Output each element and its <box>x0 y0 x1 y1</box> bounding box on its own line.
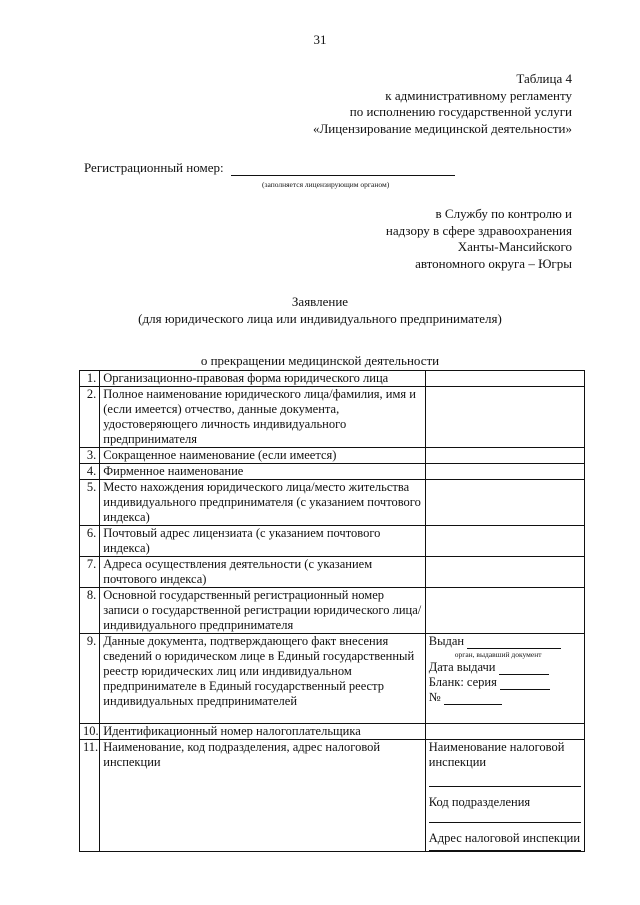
issued-by-field[interactable] <box>429 634 581 649</box>
row-number: 2. <box>80 387 100 448</box>
table-row <box>80 464 585 480</box>
issue-date-field[interactable] <box>429 660 581 675</box>
row-number: 10. <box>80 724 100 740</box>
issued-by-label: Выдан <box>428 634 465 648</box>
table-row <box>80 588 585 634</box>
row-value-cell[interactable] <box>425 557 584 588</box>
row-number: 4. <box>80 464 100 480</box>
document-subject: о прекращении медицинской деятельности <box>200 353 440 368</box>
addressee-line: Ханты-Мансийского <box>457 239 572 254</box>
table-reference-header <box>313 71 572 137</box>
title-subtitle: (для юридического лица или индивидуального предпринимателя) <box>138 310 502 326</box>
tax-office-code-label: Код подразделения <box>428 795 531 809</box>
row-label: Наименование, код подразделения, адрес налоговой инспекции <box>100 740 426 852</box>
header-line: по исполнению государственной услуги <box>349 104 572 119</box>
header-line: к административному регламенту <box>385 87 572 103</box>
issuer-note: орган, выдавший документ <box>454 650 542 659</box>
addressee-line: в Службу по контролю и <box>435 206 572 221</box>
row-number: 7. <box>80 557 100 588</box>
application-form-table <box>79 370 585 852</box>
row-label: Полное наименование юридического лица/фамилия, имя и (если имеется) отчество, данные документа, удостоверяющего личность индивидуального предпринимателя <box>100 387 426 448</box>
tax-office-name-field[interactable] <box>429 740 581 787</box>
table-row <box>80 480 585 526</box>
row-value-cell[interactable] <box>425 588 584 634</box>
row-label: Организационно-правовая форма юридического лица <box>100 371 426 387</box>
table-row <box>80 371 585 387</box>
blank-series-field[interactable] <box>429 675 581 690</box>
registration-number-label: Регистрационный номер: <box>84 160 224 175</box>
row-number: 11. <box>80 740 100 852</box>
row-value-cell[interactable] <box>425 371 584 387</box>
document-number-label: № <box>428 690 441 704</box>
row-value-cell[interactable] <box>425 448 584 464</box>
row-number: 1. <box>80 371 100 387</box>
row-label: Данные документа, подтверждающего факт внесения сведений о юридическом лице в Единый государственный реестр юридических лиц или индивидуальном предпринимателе в Единый государственный реестр индивидуальных предпринимателей <box>100 634 426 724</box>
table-row <box>80 634 585 724</box>
row-value-cell[interactable] <box>425 480 584 526</box>
table-row <box>80 724 585 740</box>
table-row <box>80 557 585 588</box>
row-label: Почтовый адрес лицензиата (с указанием почтового индекса) <box>100 526 426 557</box>
title-heading: Заявление <box>291 294 349 309</box>
table-row <box>80 448 585 464</box>
tax-office-code-field[interactable] <box>429 787 581 823</box>
registration-number-field <box>231 161 455 176</box>
registration-note: (заполняется лицензирующим органом) <box>262 180 390 189</box>
row-value-cell <box>425 740 584 852</box>
row-label: Основной государственный регистрационный номер записи о государственной регистрации юридического лица/индивидуального предпринимателя <box>100 588 426 634</box>
table-row <box>80 526 585 557</box>
row-value-cell[interactable] <box>425 387 584 448</box>
page-number: 31 <box>313 32 327 47</box>
table-row <box>80 387 585 448</box>
document-title <box>0 294 640 327</box>
row-label: Идентификационный номер налогоплательщика <box>100 724 426 740</box>
registration-number-row <box>84 160 455 176</box>
tax-office-name-label: Наименование налоговой инспекции <box>428 740 565 769</box>
addressee-line: надзору в сфере здравоохранения <box>385 222 572 238</box>
row-number: 5. <box>80 480 100 526</box>
row-number: 9. <box>80 634 100 724</box>
row-label: Место нахождения юридического лица/место жительства индивидуального предпринимателя (с указанием почтового индекса) <box>100 480 426 526</box>
row-value-cell[interactable] <box>425 526 584 557</box>
row-value-cell[interactable] <box>425 724 584 740</box>
header-line: Таблица 4 <box>516 71 572 86</box>
row-number: 6. <box>80 526 100 557</box>
header-line: «Лицензирование медицинской деятельности» <box>312 120 572 136</box>
addressee-block <box>386 206 572 272</box>
table-row <box>80 740 585 852</box>
tax-office-address-label: Адрес налоговой инспекции <box>428 831 581 845</box>
tax-office-address-field[interactable] <box>429 823 581 851</box>
row-value-cell[interactable] <box>425 464 584 480</box>
addressee-line: автономного округа – Югры <box>415 255 572 271</box>
row-value-cell <box>425 634 584 724</box>
issue-date-label: Дата выдачи <box>428 660 496 674</box>
row-label: Фирменное наименование <box>100 464 426 480</box>
row-label: Сокращенное наименование (если имеется) <box>100 448 426 464</box>
row-number: 3. <box>80 448 100 464</box>
row-number: 8. <box>80 588 100 634</box>
document-number-field[interactable] <box>429 690 581 705</box>
row-label: Адреса осуществления деятельности (с указанием почтового индекса) <box>100 557 426 588</box>
blank-series-label: Бланк: серия <box>428 675 497 689</box>
